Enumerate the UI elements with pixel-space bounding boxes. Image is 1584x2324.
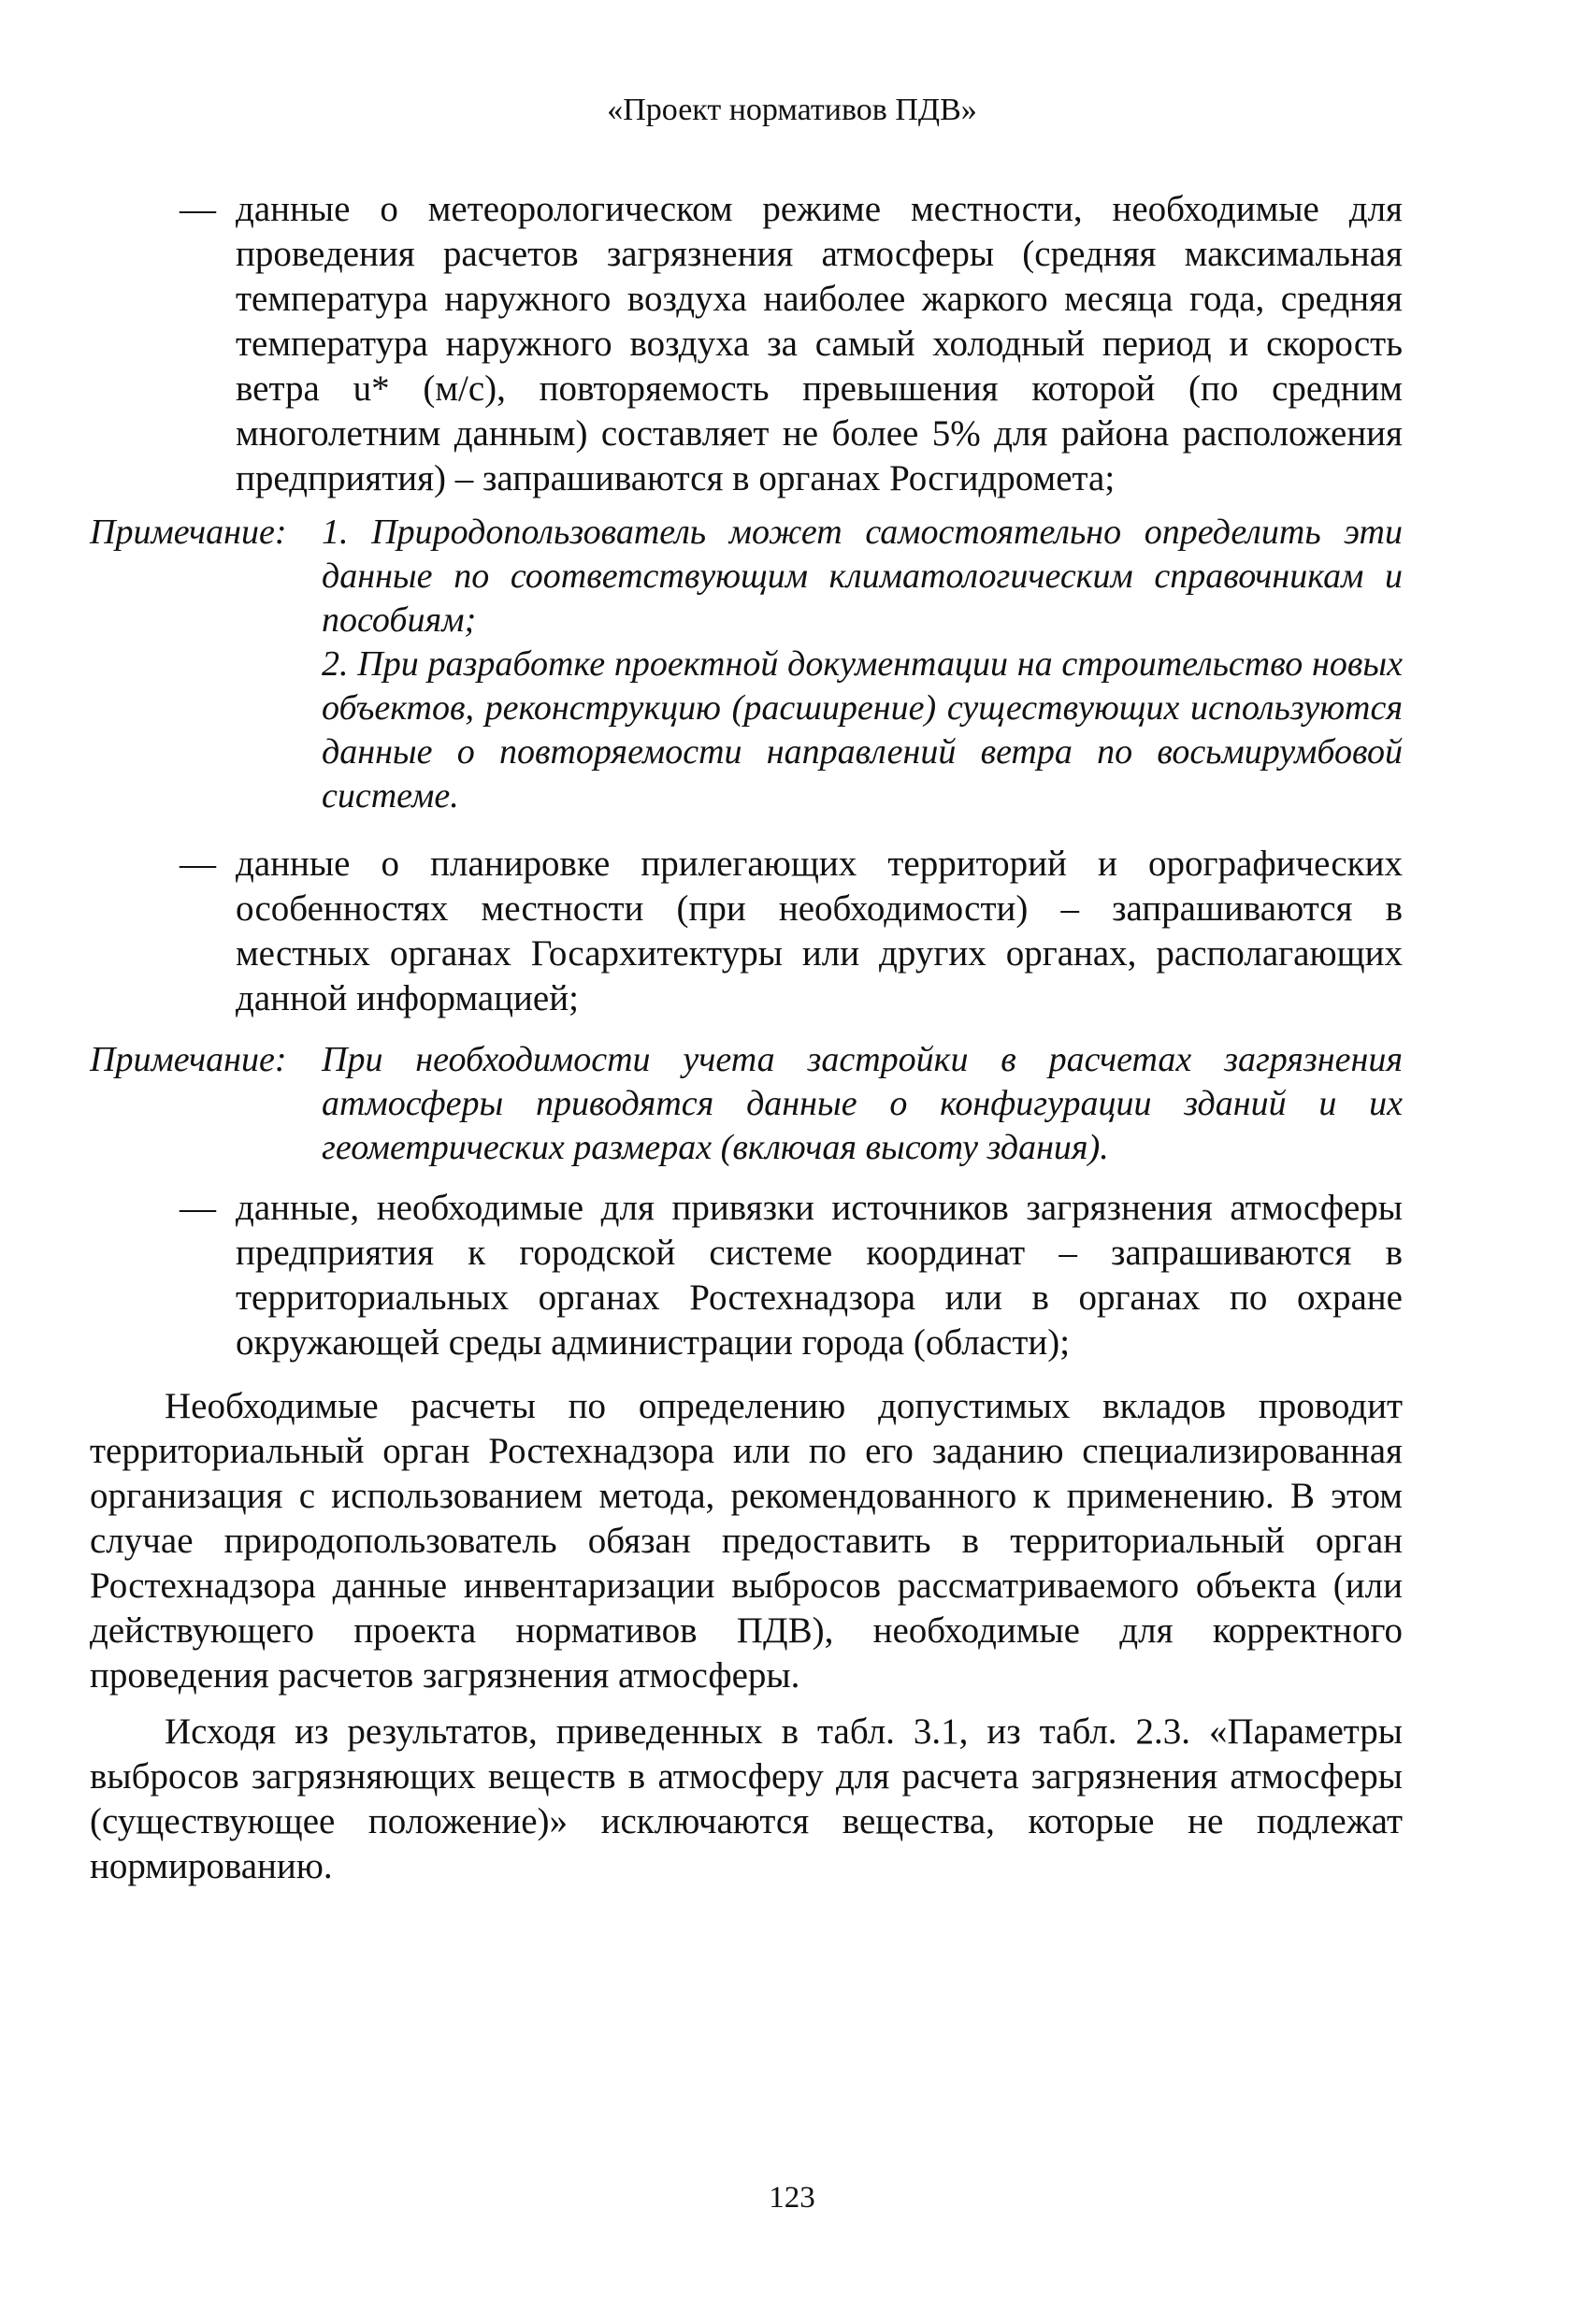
note-label: Примечание: (90, 512, 287, 552)
note-body (322, 511, 1403, 818)
note-label: Примечание: (90, 1040, 287, 1079)
bullet-text: данные о планировке прилегающих территорий и орографических особенностях местности (при необходимости) – запрашиваются в местных органах Госархитектуры или других органах, располагающих данной информацией; (236, 844, 1403, 1018)
note-text-item-2: 2. При разработке проектной документации на строительство новых объектов, реконструкцию (расширение) существующих используются данные о повторяемости направлений ветра по восьмирумбовой системе. (322, 644, 1403, 816)
note-body (322, 1038, 1403, 1170)
bullet-item-meteorology (180, 187, 1403, 501)
bullet-dash: — (180, 189, 216, 229)
note-text: При необходимости учета застройки в расчетах загрязнения атмосферы приводятся данные о конфигурации зданий и их геометрических размерах (включая высоту здания). (322, 1040, 1403, 1167)
page-number: 123 (769, 2181, 815, 2215)
bullet-dash: — (180, 844, 216, 884)
paragraph-calculations (90, 1384, 1403, 1698)
bullet-item-planning (180, 842, 1403, 1021)
bullet-text: данные о метеорологическом режиме местности, необходимые для проведения расчетов загрязнения атмосферы (средняя максимальная температура наружного воздуха наиболее жаркого месяца года, средняя температура наружного воздуха за самый холодный период и скорость ветра u* (м/с), повторяемость превышения которой (по средним многолетним данным) составляет не более 5% для района расположения предприятия) – запрашиваются в органах Росгидромета; (236, 189, 1403, 498)
bullet-item-coordinates (180, 1186, 1403, 1365)
paragraph-text: Необходимые расчеты по определению допустимых вкладов проводит территориальный орган Ростехнадзора или по его заданию специализированная организация с использованием метода, рекомендованного к применению. В этом случае природопользователь обязан предоставить в территориальный орган Ростехнадзора данные инвентаризации выбросов рассматриваемого объекта (или действующего проекта нормативов ПДВ), необходимые для корректного проведения расчетов загрязнения атмосферы. (90, 1386, 1403, 1696)
page-header: «Проект нормативов ПДВ» (607, 93, 977, 127)
bullet-text: данные, необходимые для привязки источников загрязнения атмосферы предприятия к городской системе координат – запрашиваются в территориальных органах Ростехнадзора или в органах по охране окружающей среды администрации города (области); (236, 1188, 1403, 1363)
paragraph-text: Исходя из результатов, приведенных в табл. 3.1, из табл. 2.3. «Параметры выбросов загрязняющих веществ в атмосферу для расчета загрязнения атмосферы (существующее положение)» исключаются вещества, которые не подлежат нормированию. (90, 1711, 1403, 1886)
note-text-item-1: 1. Природопользователь может самостоятельно определить эти данные по соответствующим климатологическим справочникам и пособиям; (322, 512, 1403, 640)
paragraph-exclusion (90, 1710, 1403, 1889)
bullet-dash: — (180, 1188, 216, 1228)
